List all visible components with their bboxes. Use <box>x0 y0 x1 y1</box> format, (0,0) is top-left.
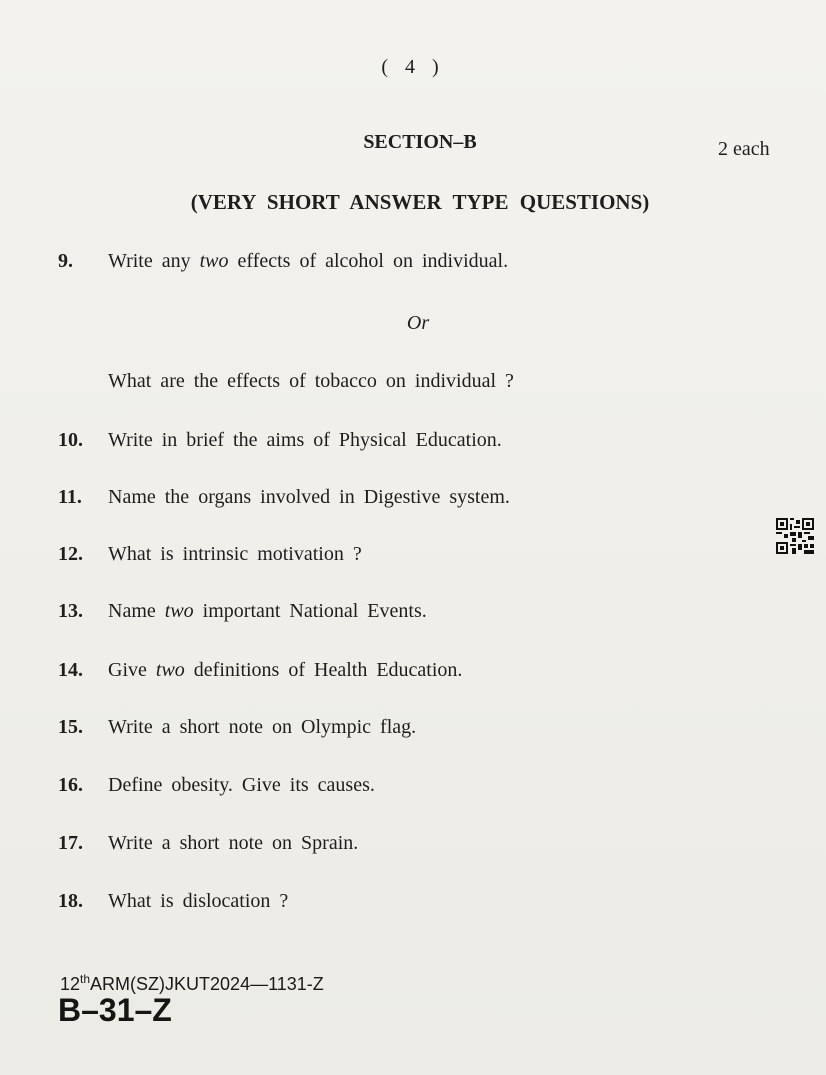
question-text: Define obesity. Give its causes. <box>108 774 375 796</box>
question-text: Write in brief the aims of Physical Education. <box>108 429 502 451</box>
section-title: SECTION–B <box>363 131 477 153</box>
question-text: Write a short note on Sprain. <box>108 832 359 854</box>
question-text: What is dislocation ? <box>108 890 289 912</box>
question-17 <box>58 832 358 855</box>
question-18 <box>58 890 288 913</box>
question-16 <box>58 774 375 797</box>
question-text: Name the organs involved in Digestive system. <box>108 486 510 508</box>
question-number: 16. <box>58 774 83 796</box>
question-number: 18. <box>58 890 83 912</box>
paper-code: 12thARM(SZ)JKUT2024—1131-Z <box>60 972 324 994</box>
question-number: 14. <box>58 659 83 681</box>
question-10 <box>58 429 502 452</box>
question-15 <box>58 716 416 739</box>
alternative-question-9: What are the effects of tobacco on individual ? <box>108 370 514 392</box>
marks-label: 2 each <box>718 138 770 160</box>
qr-code-icon <box>776 518 814 554</box>
section-subtitle: (VERY SHORT ANSWER TYPE QUESTIONS) <box>190 190 650 214</box>
question-text: Write any two effects of alcohol on individual. <box>108 250 509 272</box>
question-14 <box>58 659 462 682</box>
question-text: Give two definitions of Health Education. <box>108 659 463 681</box>
question-number: 11. <box>58 486 82 508</box>
question-number: 17. <box>58 832 83 854</box>
question-number: 15. <box>58 716 83 738</box>
question-number: 10. <box>58 429 83 451</box>
question-12 <box>58 543 362 566</box>
series-code: B–31–Z <box>58 992 172 1028</box>
question-text: Name two important National Events. <box>108 600 427 622</box>
question-text: Write a short note on Olympic flag. <box>108 716 417 738</box>
or-label: Or <box>406 312 430 334</box>
question-13 <box>58 600 427 623</box>
question-number: 13. <box>58 600 83 622</box>
question-number: 9. <box>58 250 73 272</box>
question-9 <box>58 250 508 273</box>
question-11 <box>58 486 510 509</box>
page-number: ( 4 ) <box>381 56 445 78</box>
question-text: What is intrinsic motivation ? <box>108 543 362 565</box>
question-number: 12. <box>58 543 83 565</box>
